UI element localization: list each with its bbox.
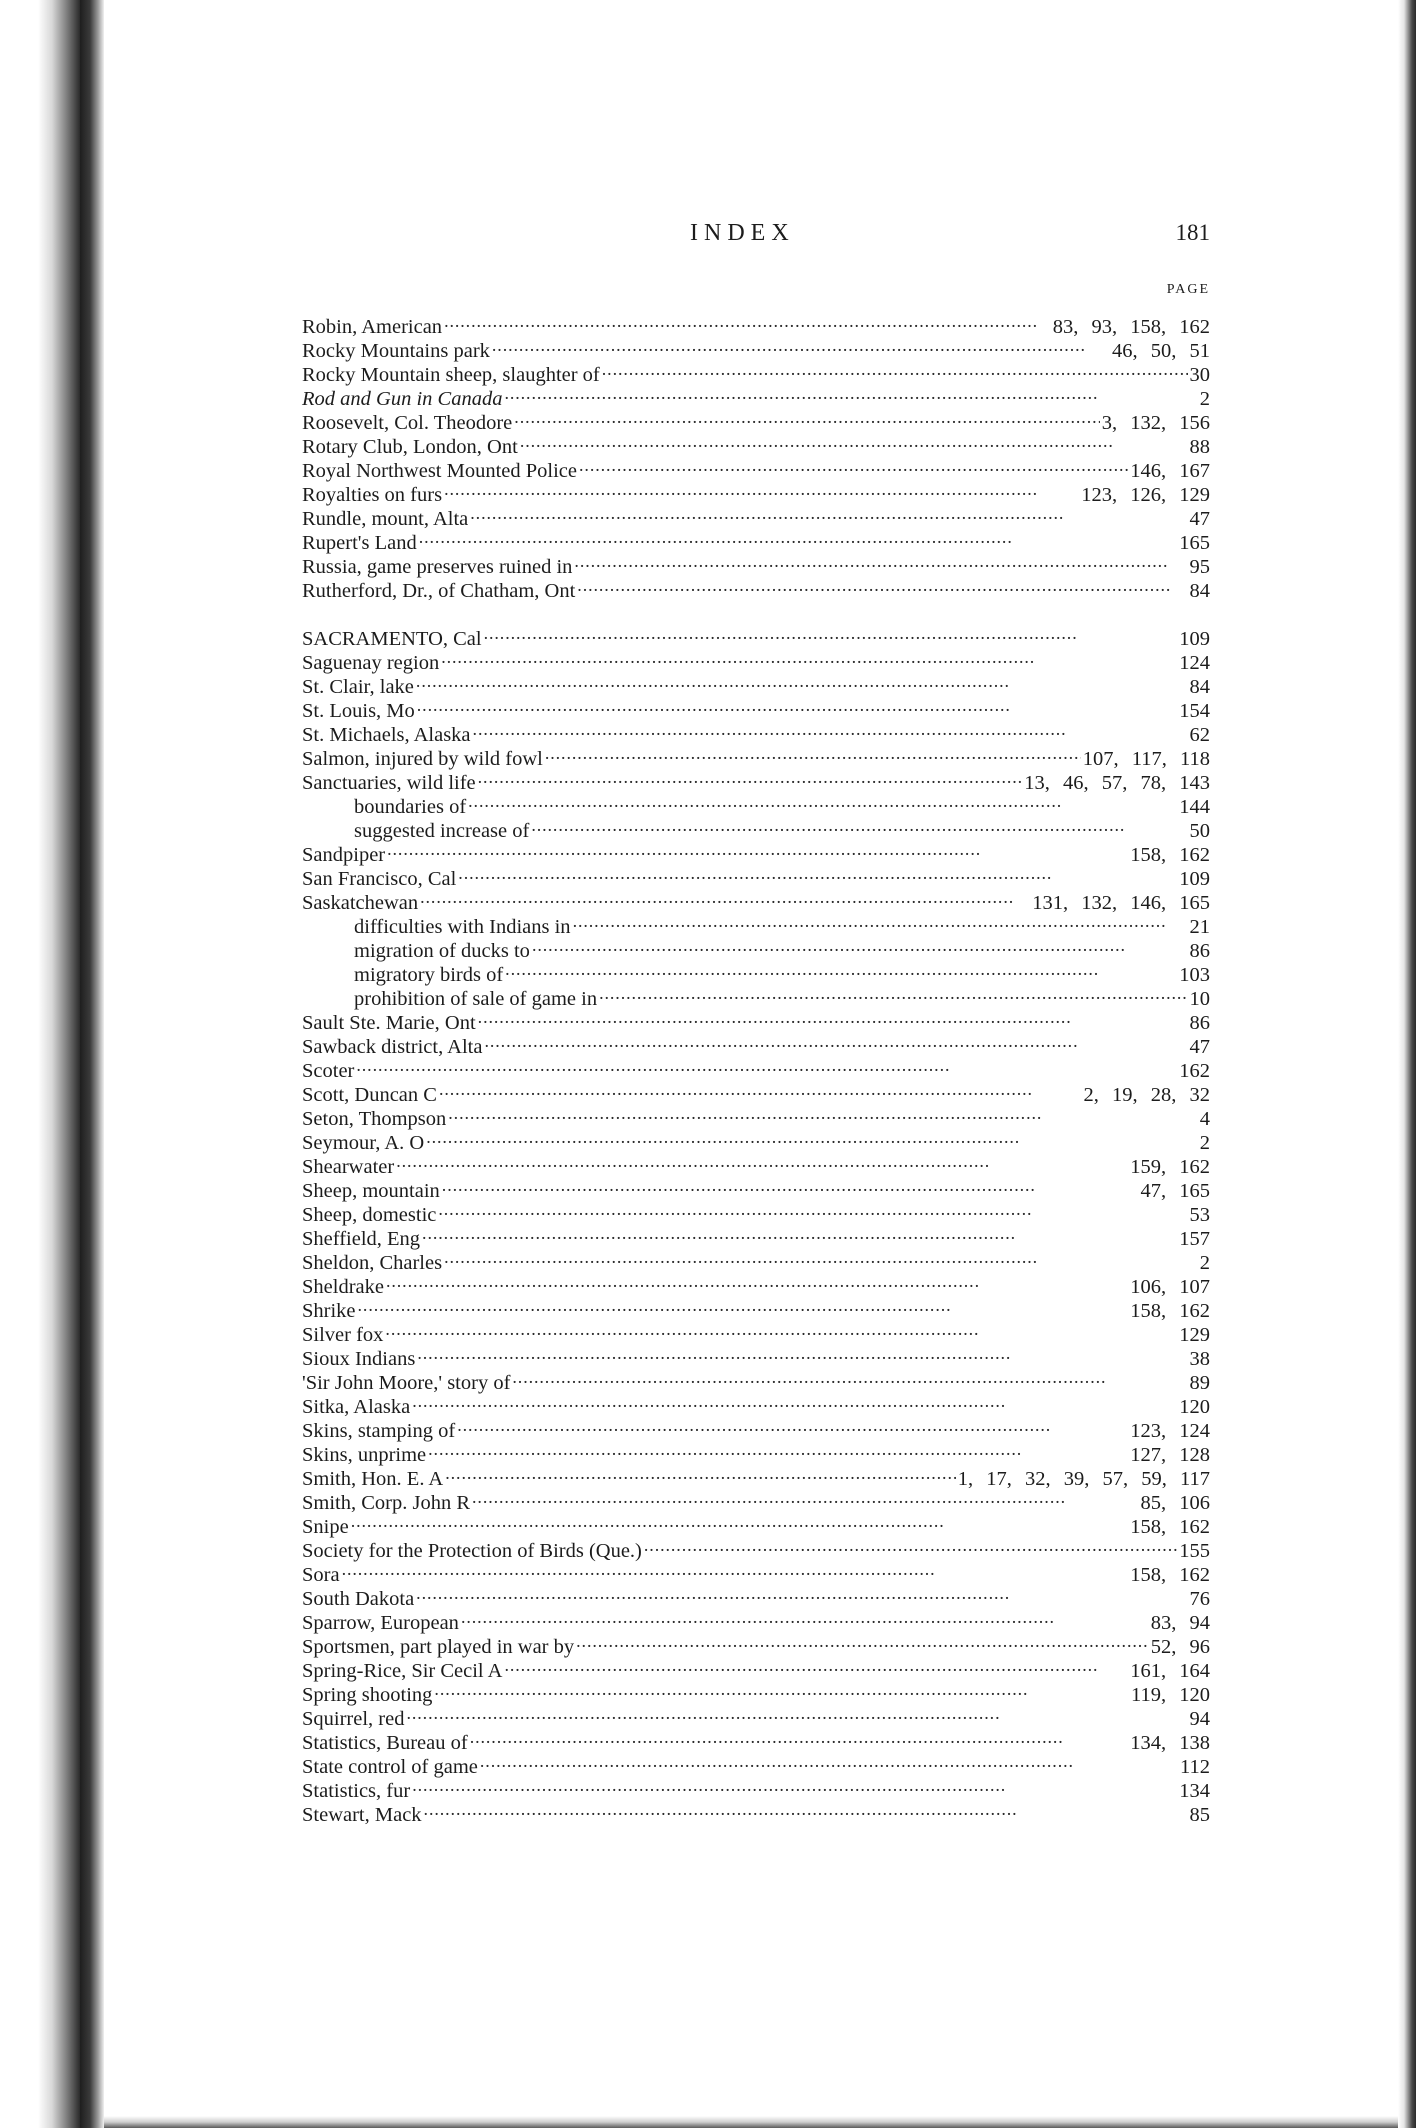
index-term: Statistics, fur [302, 1780, 411, 1802]
dot-leader [576, 1629, 1149, 1653]
index-term: Shearwater [302, 1156, 395, 1178]
index-entry [302, 1365, 1210, 1394]
dot-leader [484, 621, 1178, 645]
index-entry [302, 1293, 1210, 1322]
index-pages: 158, 162 [1130, 1564, 1210, 1586]
index-term: San Francisco, Cal [302, 868, 457, 890]
index-term: Rod and Gun in Canada [302, 388, 503, 410]
index-entry [302, 1101, 1210, 1130]
index-entry [302, 1413, 1210, 1442]
index-pages: 106, 107 [1130, 1276, 1210, 1298]
index-term: Skins, stamping of [302, 1420, 456, 1442]
dot-leader [422, 1221, 1177, 1245]
index-entry [302, 1437, 1210, 1466]
dot-leader [504, 1653, 1128, 1677]
page-number: 181 [1175, 220, 1210, 245]
index-term: Saskatchewan [302, 892, 419, 914]
index-term: Royal Northwest Mounted Police [302, 460, 578, 482]
dot-leader [386, 1269, 1128, 1293]
index-entry [302, 1341, 1210, 1370]
index-term: St. Louis, Mo [302, 700, 415, 722]
dot-leader [412, 1773, 1177, 1797]
index-pages: 165 [1179, 532, 1210, 554]
dot-leader [573, 909, 1188, 933]
page-edge-right [1398, 0, 1416, 2128]
dot-leader [599, 981, 1187, 1005]
index-entry [302, 309, 1210, 338]
index-pages: 85, 106 [1140, 1492, 1210, 1514]
index-term: State control of game [302, 1756, 478, 1778]
dot-leader [351, 1509, 1129, 1533]
index-term: prohibition of sale of game in [354, 988, 598, 1010]
index-term: migratory birds of [354, 964, 504, 986]
index-term: Rundle, mount, Alta [302, 508, 469, 530]
index-entry [302, 1677, 1210, 1706]
dot-leader [356, 1053, 1177, 1077]
index-term: Sitka, Alaska [302, 1396, 411, 1418]
book-spine-shadow [0, 0, 80, 2128]
index-pages: 120 [1179, 1396, 1210, 1418]
index-term: St. Michaels, Alaska [302, 724, 471, 746]
dot-leader [438, 1197, 1187, 1221]
dot-leader [416, 669, 1188, 693]
index-term: Saguenay region [302, 652, 440, 674]
index-pages: 47 [1189, 1036, 1210, 1058]
index-pages: 119, 120 [1131, 1684, 1210, 1706]
dot-leader [396, 1149, 1128, 1173]
index-entry [302, 1389, 1210, 1418]
index-entry [302, 717, 1210, 746]
dot-leader [445, 1461, 956, 1485]
dot-leader [602, 357, 1188, 381]
index-term: Rocky Mountain sheep, slaughter of [302, 364, 600, 386]
dot-leader [419, 525, 1178, 549]
index-entry [302, 1245, 1210, 1274]
page-column-label: PAGE [1166, 282, 1210, 297]
index-pages: 88 [1189, 436, 1210, 458]
running-head: INDEX [690, 220, 795, 246]
index-pages: 107, 117, 118 [1082, 748, 1210, 770]
index-term: Sanctuaries, wild life [302, 772, 476, 794]
index-term: SACRAMENTO, Cal [302, 628, 482, 650]
index-term: difficulties with Indians in [354, 916, 571, 938]
index-entry [302, 1221, 1210, 1250]
index-pages: 62 [1189, 724, 1210, 746]
index-pages: 2 [1199, 1252, 1210, 1274]
index-pages: 144 [1179, 796, 1210, 818]
index-pages: 127, 128 [1130, 1444, 1210, 1466]
index-entry [302, 1605, 1210, 1634]
index-term: Skins, unprime [302, 1444, 427, 1466]
index-pages: 47 [1189, 508, 1210, 530]
index-term: Rupert's Land [302, 532, 417, 554]
index-pages: 1, 17, 32, 39, 57, 59, 117 [957, 1468, 1210, 1490]
index-entry [302, 861, 1210, 890]
index-entry [302, 1701, 1210, 1730]
index-pages: 146, 167 [1130, 460, 1210, 482]
index-pages: 86 [1189, 1012, 1210, 1034]
index-term: Seymour, A. O [302, 1132, 425, 1154]
index-term: Royalties on furs [302, 484, 443, 506]
index-entry [302, 693, 1210, 722]
dot-leader [492, 333, 1110, 357]
index-entry [302, 1725, 1210, 1754]
dot-leader [424, 1797, 1188, 1821]
index-term: Sheep, domestic [302, 1204, 437, 1226]
index-term: St. Clair, lake [302, 676, 414, 698]
index-term: Scoter [302, 1060, 355, 1082]
index-pages: 89 [1189, 1372, 1210, 1394]
index-pages: 161, 164 [1130, 1660, 1210, 1682]
dot-leader [468, 789, 1177, 813]
index-pages: 134 [1179, 1780, 1210, 1802]
index-pages: 84 [1189, 580, 1210, 602]
index-pages: 47, 165 [1140, 1180, 1210, 1202]
index-pages: 84 [1189, 676, 1210, 698]
dot-leader [444, 477, 1079, 501]
index-pages: 86 [1189, 940, 1210, 962]
index-pages: 154 [1179, 700, 1210, 722]
dot-leader [457, 1413, 1128, 1437]
index-pages: 83, 94 [1150, 1612, 1210, 1634]
dot-leader [532, 933, 1188, 957]
index-entry [302, 1461, 1210, 1490]
dot-leader [444, 309, 1051, 333]
index-term: South Dakota [302, 1588, 415, 1610]
index-term: Sheffield, Eng [302, 1228, 421, 1250]
index-term: Rotary Club, London, Ont [302, 436, 518, 458]
index-pages: 50 [1189, 820, 1210, 842]
index-term: Stewart, Mack [302, 1804, 422, 1826]
dot-leader [470, 1725, 1129, 1749]
index-entry [302, 621, 1210, 650]
index-pages: 13, 46, 57, 78, 143 [1024, 772, 1210, 794]
index-pages: 2 [1199, 1132, 1210, 1154]
dot-leader [478, 1005, 1188, 1029]
index-term: boundaries of [354, 796, 467, 818]
index-term: Snipe [302, 1516, 349, 1538]
index-term: Rocky Mountains park [302, 340, 490, 362]
index-term: Smith, Hon. E. A [302, 1468, 444, 1490]
index-term: Sault Ste. Marie, Ont [302, 1012, 476, 1034]
index-term: Sheldon, Charles [302, 1252, 443, 1274]
dot-leader [579, 453, 1128, 477]
index-term: Sparrow, European [302, 1612, 459, 1634]
index-term: Society for the Protection of Birds (Que.) [302, 1540, 642, 1562]
dot-leader [514, 405, 1099, 429]
index-entry [302, 1149, 1210, 1178]
index-term: Rutherford, Dr., of Chatham, Ont [302, 580, 576, 602]
index-entry [302, 1797, 1210, 1826]
index-entry [302, 1581, 1210, 1610]
dot-leader [574, 549, 1187, 573]
index-pages: 131, 132, 146, 165 [1032, 892, 1210, 914]
dot-leader [412, 1389, 1177, 1413]
dot-leader [442, 1173, 1139, 1197]
dot-leader [406, 1701, 1187, 1725]
index-entry [302, 885, 1210, 914]
dot-leader [417, 1341, 1187, 1365]
index-entry [302, 837, 1210, 866]
dot-leader [520, 429, 1188, 453]
index-pages: 158, 162 [1130, 844, 1210, 866]
dot-leader [504, 381, 1197, 405]
dot-leader [531, 813, 1187, 837]
index-term: Squirrel, red [302, 1708, 405, 1730]
dot-leader [439, 1077, 1082, 1101]
index-pages: 21 [1189, 916, 1210, 938]
index-list [302, 309, 1210, 1826]
index-pages: 3, 132, 156 [1101, 412, 1210, 434]
index-pages: 162 [1179, 1060, 1210, 1082]
dot-leader [358, 1293, 1129, 1317]
dot-leader [434, 1677, 1129, 1701]
dot-leader [473, 717, 1188, 741]
dot-leader [644, 1533, 1177, 1557]
dot-leader [448, 1101, 1197, 1125]
index-term: Spring shooting [302, 1684, 433, 1706]
index-term: Sioux Indians [302, 1348, 416, 1370]
index-term: Shrike [302, 1300, 356, 1322]
dot-leader [441, 645, 1177, 669]
index-pages: 112 [1180, 1756, 1210, 1778]
index-entry [302, 1557, 1210, 1586]
index-term: Sportsmen, part played in war by [302, 1636, 575, 1658]
index-pages: 76 [1189, 1588, 1210, 1610]
dot-leader [484, 1029, 1187, 1053]
dot-leader [385, 1317, 1177, 1341]
index-pages: 158, 162 [1130, 1300, 1210, 1322]
index-pages: 158, 162 [1130, 1516, 1210, 1538]
index-pages: 155 [1179, 1540, 1210, 1562]
dot-leader [577, 573, 1187, 597]
index-pages: 38 [1189, 1348, 1210, 1370]
index-pages: 109 [1179, 628, 1210, 650]
dot-leader [458, 861, 1177, 885]
index-term: Sawback district, Alta [302, 1036, 483, 1058]
dot-leader [480, 1749, 1178, 1773]
index-pages: 95 [1189, 556, 1210, 578]
index-pages: 124 [1179, 652, 1210, 674]
index-term: Seton, Thompson [302, 1108, 447, 1130]
index-pages: 30 [1189, 364, 1210, 386]
index-term: Statistics, Bureau of [302, 1732, 468, 1754]
index-pages: 94 [1189, 1708, 1210, 1730]
index-entry [302, 1317, 1210, 1346]
index-term: Smith, Corp. John R [302, 1492, 471, 1514]
dot-leader [472, 1485, 1138, 1509]
index-term: migration of ducks to [354, 940, 530, 962]
index-term: Russia, game preserves ruined in [302, 556, 573, 578]
index-subentry [302, 909, 1210, 938]
dot-leader [417, 693, 1177, 717]
index-entry [302, 1533, 1210, 1562]
dot-leader [426, 1125, 1198, 1149]
index-term: Sandpiper [302, 844, 386, 866]
index-entry [302, 1125, 1210, 1154]
index-pages: 129 [1179, 1324, 1210, 1346]
index-entry [302, 1053, 1210, 1082]
index-entry [302, 1077, 1210, 1106]
index-term: Salmon, injured by wild fowl [302, 748, 543, 770]
index-pages: 134, 138 [1130, 1732, 1210, 1754]
index-pages: 2 [1199, 388, 1210, 410]
index-term: Sheep, mountain [302, 1180, 440, 1202]
dot-leader [444, 1245, 1198, 1269]
index-term: Scott, Duncan C [302, 1084, 437, 1106]
index-term: Roosevelt, Col. Theodore [302, 412, 513, 434]
index-pages: 52, 96 [1150, 1636, 1210, 1658]
index-pages: 46, 50, 51 [1112, 340, 1210, 362]
dot-leader [470, 501, 1187, 525]
dot-leader [505, 957, 1177, 981]
index-pages: 123, 126, 129 [1081, 484, 1210, 506]
index-term: suggested increase of [354, 820, 530, 842]
index-pages: 4 [1199, 1108, 1210, 1130]
dot-leader [545, 741, 1081, 765]
index-pages: 157 [1179, 1228, 1210, 1250]
index-pages: 83, 93, 158, 162 [1052, 316, 1210, 338]
dot-leader [512, 1365, 1187, 1389]
index-term: Sora [302, 1564, 340, 1586]
index-entry [302, 1773, 1210, 1802]
index-term: Sheldrake [302, 1276, 384, 1298]
dot-leader [428, 1437, 1128, 1461]
index-term: Spring-Rice, Sir Cecil A [302, 1660, 503, 1682]
index-pages: 53 [1189, 1204, 1210, 1226]
index-entry [302, 1173, 1210, 1202]
page-edge-bottom [104, 2116, 1398, 2128]
index-pages: 2, 19, 28, 32 [1083, 1084, 1210, 1106]
dot-leader [416, 1581, 1187, 1605]
dot-leader [461, 1605, 1149, 1629]
dot-leader [387, 837, 1128, 861]
index-entry [302, 549, 1210, 578]
index-term: Robin, American [302, 316, 443, 338]
index-pages: 159, 162 [1130, 1156, 1210, 1178]
dot-leader [420, 885, 1030, 909]
index-term: 'Sir John Moore,' story of [302, 1372, 511, 1394]
index-pages: 103 [1179, 964, 1210, 986]
dot-leader [342, 1557, 1129, 1581]
index-entry [302, 669, 1210, 698]
index-entry [302, 1269, 1210, 1298]
book-gutter [80, 0, 104, 2128]
index-term: Silver fox [302, 1324, 384, 1346]
index-pages: 109 [1179, 868, 1210, 890]
index-entry [302, 1509, 1210, 1538]
index-entry [302, 525, 1210, 554]
index-entry [302, 1197, 1210, 1226]
index-pages: 10 [1189, 988, 1210, 1010]
page-header [300, 220, 1210, 260]
index-pages: 123, 124 [1130, 1420, 1210, 1442]
index-pages: 85 [1189, 1804, 1210, 1826]
dot-leader [478, 765, 1023, 789]
